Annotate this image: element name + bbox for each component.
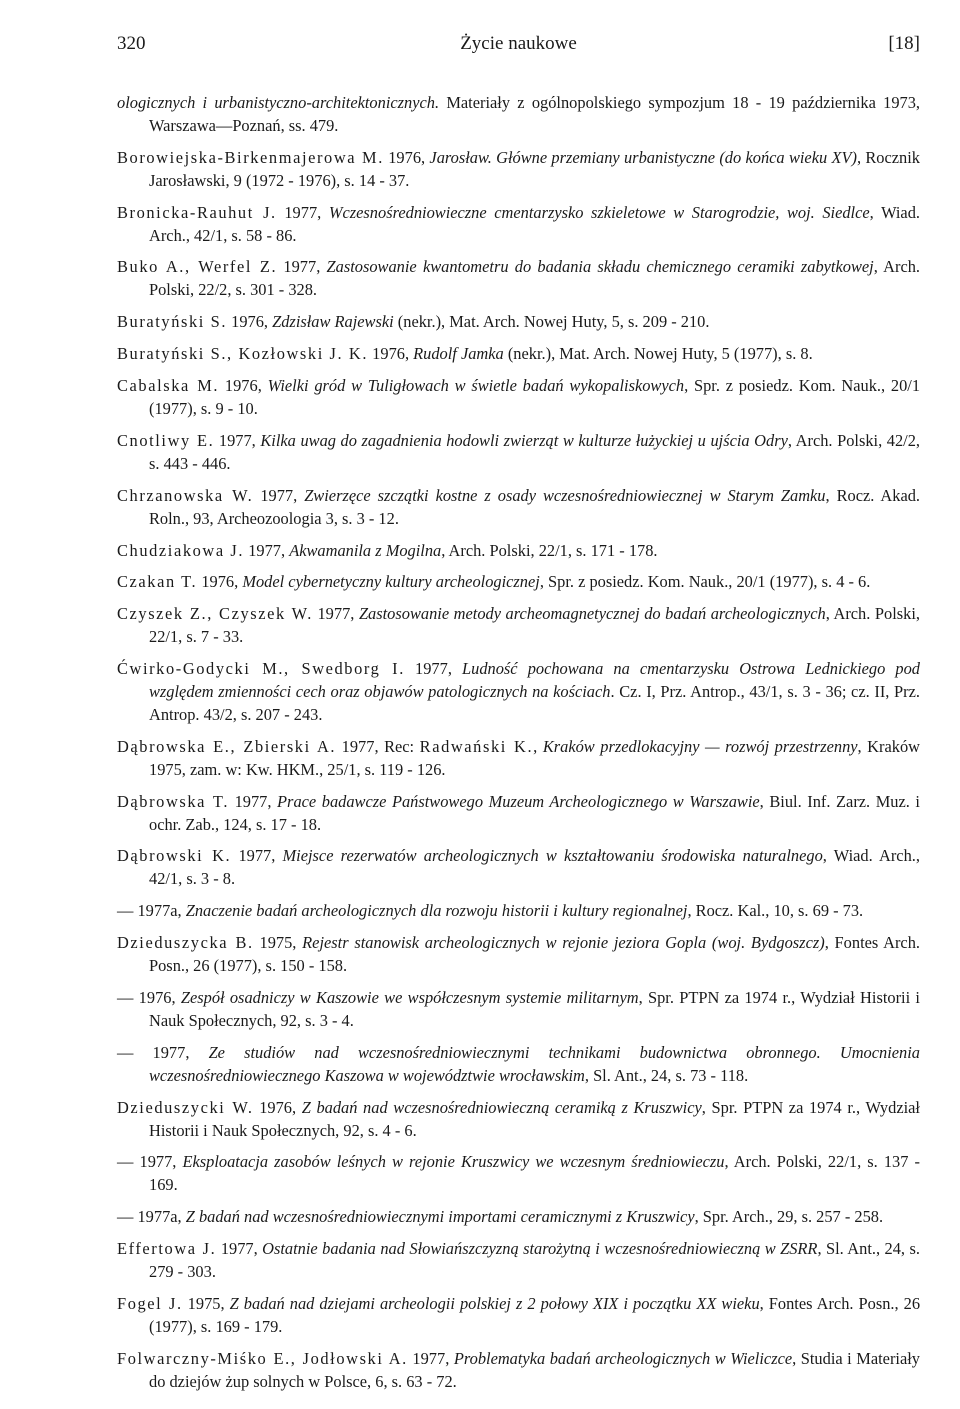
entry-author: Czakan T. — [117, 572, 198, 592]
entry-text: , Sl. Ant., 24, s. 73 - 118. — [584, 1065, 749, 1085]
entry-text: , Spr. PTPN za 1974 r., Wydział Historii i Nauk Społecznych, 92, s. 4 - 6. — [149, 1097, 920, 1140]
entry-text: , Rocznik Jarosławski, 9 (1972 - 1976), s. 14 - 37. — [149, 147, 920, 190]
entry-text: , Arch. Polski, 22/1, s. 7 - 33. — [149, 604, 921, 647]
entry-text: , Arch. Polski, 22/1, s. 171 - 178. — [441, 540, 658, 560]
entry-title: Z badań nad dziejami archeologii polskiej z 2 połowy XIX i początku XX wieku — [229, 1293, 760, 1313]
entry-author: Fogel J. — [117, 1293, 183, 1313]
bibliography-entry — [117, 485, 920, 531]
entry-text: 1977, — [231, 846, 283, 866]
bibliography-entry — [117, 845, 920, 891]
bibliography-entry — [117, 1238, 920, 1284]
entry-text: 1977, — [229, 791, 278, 811]
entry-title: Rejestr stanowisk archeologicznych w rejonie jeziora Gopla (woj. Bydgoszcz) — [302, 933, 825, 953]
entry-text: 1976, — [197, 572, 243, 592]
entry-text: Materiały z ogólnopolskiego sympozjum 18 - 19 października 1973, Warszawa—Poznań, ss. 479. — [149, 93, 920, 135]
entry-text: 1977, — [407, 1348, 454, 1368]
entry-title: Ostatnie badania nad Słowiańszczyzną starożytną i wczesnośredniowieczną w ZSRR — [262, 1239, 818, 1259]
page-number: 320 — [117, 33, 146, 54]
entry-title: Z badań nad wczesnośredniowieczną ceramiką z Kruszwicy — [301, 1097, 702, 1117]
entry-title: Wielki gród w Tuligłowach w świetle badań wykopaliskowych — [267, 376, 685, 396]
entry-text: 1976, — [253, 1097, 302, 1117]
entry-title: Z badań nad wczesnośredniowiecznymi importami ceramicznymi z Kruszwicy — [185, 1207, 695, 1227]
entry-text: 1977, — [276, 202, 329, 222]
entry-author: Radwański K. — [419, 736, 534, 756]
entry-title: Wczesnośredniowieczne cmentarzysko szkieletowe w Starogrodzie, woj. Siedlce — [328, 202, 870, 222]
entry-text: (nekr.), Mat. Arch. Nowej Huty, 5, s. 209 - 210. — [393, 312, 710, 332]
entry-text: 1977, — [214, 430, 261, 450]
entry-author: Buko A., Werfel Z. — [117, 257, 278, 277]
entry-text: 1976, — [219, 376, 268, 396]
entry-text: 1977, — [277, 257, 327, 277]
entry-title: Jarosław. Główne przemiany urbanistyczne (do końca wieku XV) — [429, 147, 857, 167]
entry-text: 1977, — [312, 604, 359, 624]
entry-text: 1976, — [383, 147, 430, 167]
entry-author: Cabalska M. — [117, 376, 220, 396]
entry-text: — 1977, — [117, 1152, 183, 1172]
entry-text: 1975, — [253, 933, 303, 953]
entry-text: 1977, — [253, 485, 305, 505]
entry-text: , Fontes Arch. Posn., 26 (1977), s. 169 - 179. — [149, 1293, 921, 1336]
entry-title: Eksploatacja zasobów leśnych w rejonie Kruszwicy we wczesnym średniowieczu — [182, 1152, 725, 1172]
entry-title: Rudolf Jamka — [413, 344, 504, 364]
entry-text: — 1977a, — [117, 1207, 186, 1227]
entry-title: Zespół osadniczy w Kaszowie we współczesnym systemie militarnym — [180, 988, 639, 1007]
entry-author: Bronicka-Rauhut J. — [117, 202, 277, 222]
bibliography-entry — [117, 571, 920, 594]
entry-title: ologicznych i urbanistyczno-architektonicznych. — [117, 93, 440, 112]
entry-text: , Arch. Polski, 42/2, s. 443 - 446. — [149, 430, 920, 473]
entry-text: 1977, Rec: — [336, 736, 420, 756]
bibliography-entry — [117, 1206, 920, 1229]
entry-title: Ludność pochowana na cmentarzysku Ostrowa Lednickiego pod względem zmienności cech oraz objawów patologicznych na kościach — [149, 659, 920, 702]
entry-title: Kraków przedlokacyjny — rozwój przestrzenny — [542, 736, 858, 756]
entry-author: Dąbrowski K. — [117, 846, 232, 866]
entry-text: 1977, — [244, 540, 290, 560]
entry-author: Chrzanowska W. — [117, 485, 254, 505]
entry-title: Problematyka badań archeologicznych w Wieliczce — [453, 1348, 793, 1368]
entry-title: Prace badawcze Państwowego Muzeum Archeologicznego w Warszawie — [277, 791, 760, 811]
bibliography-entry — [117, 791, 920, 837]
entry-text: , Fontes Arch. Posn., 26 (1977), s. 150 - 158. — [149, 933, 921, 976]
entry-text: , Wiad. Arch., 42/1, s. 58 - 86. — [149, 202, 921, 245]
entry-text: , Spr. Arch., 29, s. 257 - 258. — [694, 1207, 884, 1227]
bibliography-entry — [117, 147, 920, 193]
entry-text: , Spr. PTPN za 1974 r., Wydział Historii i Nauk Społecznych, 92, s. 3 - 4. — [149, 988, 920, 1030]
running-title: Życie naukowe — [460, 33, 577, 54]
bibliography-entry — [117, 256, 920, 302]
bibliography-list — [117, 92, 920, 1403]
entry-author: Chudziakowa J. — [117, 540, 245, 560]
entry-title: Akwamanila z Mogilna — [289, 540, 442, 560]
entry-author: Dąbrowska T. — [117, 791, 230, 811]
entry-text: . Cz. I, Prz. Antrop., 43/1, s. 3 - 36; cz. II, Prz. Antrop. 43/2, s. 207 - 243. — [149, 682, 920, 724]
entry-text: , Rocz. Kal., 10, s. 69 - 73. — [687, 901, 864, 921]
bibliography-entry — [117, 900, 920, 923]
entry-text: 1977, — [216, 1239, 263, 1259]
entry-author: Ćwirko-Godycki M., Swedborg I. — [117, 659, 405, 679]
entry-text: , Spr. z posiedz. Kom. Nauk., 20/1 (1977), s. 4 - 6. — [539, 572, 871, 592]
entry-author: Cnotliwy E. — [117, 430, 215, 450]
bibliography-entry — [117, 1042, 920, 1088]
issue-number: [18] — [888, 33, 920, 54]
entry-text: , Rocz. Akad. Roln., 93, Archeozoologia 3, s. 3 - 12. — [149, 485, 921, 528]
entry-text: , Biul. Inf. Zarz. Muz. i ochr. Zab., 124, s. 17 - 18. — [149, 791, 920, 834]
entry-text: — 1977a, — [117, 901, 186, 921]
entry-title: Ze studiów nad wczesnośredniowiecznymi technikami budownictwa obronnego. Umocnienia wczesnośredniowiecznego Kaszowa w województwie wrocławskim — [149, 1042, 920, 1085]
entry-text: — 1977, — [117, 1042, 209, 1062]
bibliography-entry — [117, 1097, 920, 1143]
bibliography-entry — [117, 343, 920, 366]
bibliography-entry — [117, 430, 920, 476]
bibliography-entry — [117, 540, 920, 563]
bibliography-entry — [117, 1293, 920, 1339]
entry-author: Czyszek Z., Czyszek W. — [117, 604, 313, 624]
entry-author: Effertowa J. — [117, 1239, 217, 1259]
entry-text: 1977, — [404, 659, 463, 679]
entry-author: Buratyński S., Kozłowski J. K. — [117, 344, 369, 364]
bibliography-entry — [117, 987, 920, 1033]
entry-text: , Kraków 1975, zam. w: Kw. HKM., 25/1, s. 119 - 126. — [149, 736, 920, 779]
entry-author: Buratyński S. — [117, 312, 228, 332]
page-header — [117, 33, 920, 63]
entry-text: 1975, — [182, 1293, 230, 1313]
entry-text: , Arch. Polski, 22/1, s. 137 - 169. — [149, 1152, 920, 1195]
entry-text: — 1976, — [117, 988, 181, 1007]
bibliography-entry — [117, 932, 920, 978]
entry-title: Zwierzęce szczątki kostne z osady wczesnośredniowiecznej w Starym Zamku — [304, 485, 826, 505]
entry-title: Kilka uwag do zagadnienia hodowli zwierząt w kulturze łużyckiej u ujścia Odry — [260, 430, 788, 450]
bibliography-entry — [117, 92, 920, 138]
entry-title: Miejsce rezerwatów archeologicznych w kształtowaniu środowiska naturalnego — [282, 846, 823, 866]
entry-author: Borowiejska-Birkenmajerowa M. — [117, 147, 384, 167]
entry-text: (nekr.), Mat. Arch. Nowej Huty, 5 (1977), s. 8. — [503, 344, 813, 364]
entry-text: , Spr. z posiedz. Kom. Nauk., 20/1 (1977), s. 9 - 10. — [149, 376, 921, 418]
entry-text: , Wiad. Arch., 42/1, s. 3 - 8. — [149, 846, 920, 889]
entry-title: Zastosowanie metody archeomagnetycznej do badań archeologicznych — [358, 604, 826, 624]
bibliography-entry — [117, 736, 920, 782]
entry-text: 1976, — [368, 344, 414, 364]
bibliography-entry — [117, 311, 920, 334]
entry-text: , Studia i Materiały do dziejów żup solnych w Polsce, 6, s. 63 - 72. — [149, 1348, 920, 1391]
entry-text: , Sl. Ant., 24, s. 279 - 303. — [149, 1239, 920, 1282]
bibliography-entry — [117, 658, 920, 727]
entry-title: Zdzisław Rajewski — [272, 312, 394, 332]
bibliography-entry — [117, 603, 920, 649]
entry-author: Dzieduszycki W. — [117, 1097, 254, 1117]
entry-title: Zastosowanie kwantometru do badania składu chemicznego ceramiki zabytkowej — [326, 257, 874, 277]
bibliography-entry — [117, 202, 920, 248]
bibliography-entry — [117, 375, 920, 421]
entry-title: Model cybernetyczny kultury archeologicznej — [242, 572, 540, 592]
entry-author: Dąbrowska E., Zbierski A. — [117, 736, 337, 756]
entry-text: , Arch. Polski, 22/2, s. 301 - 328. — [149, 257, 921, 300]
entry-title: Znaczenie badań archeologicznych dla rozwoju historii i kultury regionalnej — [185, 901, 688, 921]
entry-text: 1976, — [227, 312, 273, 332]
entry-author: Folwarczny-Miśko E., Jodłowski A. — [117, 1348, 408, 1368]
bibliography-entry — [117, 1151, 920, 1197]
bibliography-entry — [117, 1348, 920, 1394]
entry-text: , — [533, 736, 543, 756]
entry-author: Dzieduszycka B. — [117, 933, 254, 953]
